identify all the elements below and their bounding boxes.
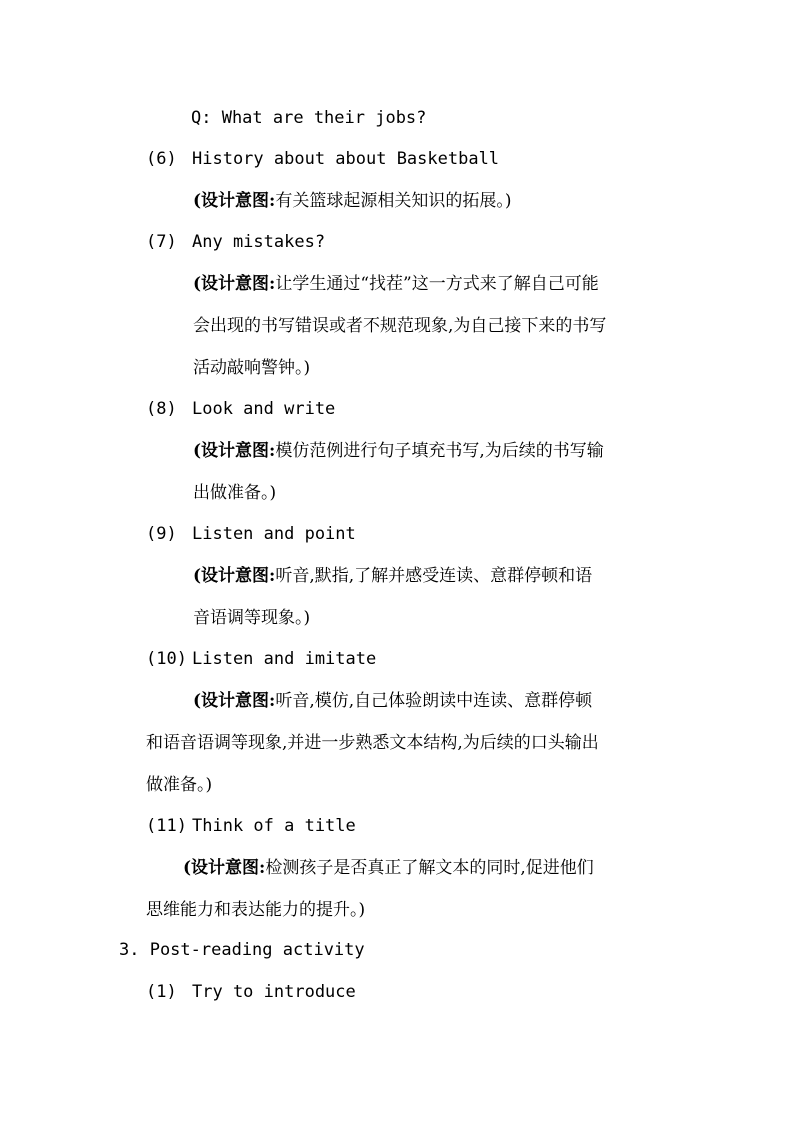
- list-item-text: Look and write: [192, 399, 336, 419]
- list-item-number: (1): [146, 982, 177, 1002]
- design-note-text: 音语调等现象。): [193, 608, 311, 628]
- list-item-9: [146, 522, 356, 546]
- list-item-text: Try to introduce: [192, 982, 356, 1002]
- design-note-label: (设计意图:: [193, 441, 276, 461]
- design-note-8-line-1: [193, 439, 604, 463]
- list-item-7: [146, 230, 325, 254]
- list-item-number: (6): [146, 149, 177, 169]
- design-note-8-line-2: [193, 481, 276, 505]
- design-note-9-line-2: [193, 606, 310, 630]
- list-item-text: History about about Basketball: [192, 149, 500, 169]
- list-item-8: [146, 397, 335, 421]
- list-item-text: Think of a title: [192, 816, 356, 836]
- design-note-11-line-1: [183, 856, 594, 880]
- design-note-9-line-1: [193, 564, 592, 588]
- design-note-text: 有关篮球起源相关知识的拓展。): [275, 191, 512, 211]
- list-item-text: Any mistakes?: [192, 232, 326, 252]
- post-reading-item-1: [146, 980, 356, 1004]
- design-note-label: (设计意图:: [183, 858, 266, 878]
- design-note-10-line-2: [146, 731, 599, 755]
- list-item-number: (7): [146, 232, 177, 252]
- list-item-10: [146, 647, 376, 671]
- design-note-text: 听音,默指,了解并感受连读、意群停顿和语: [275, 566, 593, 586]
- design-note-text: 会出现的书写错误或者不规范现象,为自己接下来的书写: [193, 316, 607, 336]
- list-item-text: Listen and point: [192, 524, 356, 544]
- design-note-text: 听音,模仿,自己体验朗读中连读、意群停顿: [275, 691, 593, 711]
- design-note-text: 思维能力和表达能力的提升。): [146, 900, 366, 920]
- design-note-text: 活动敲响警钟。): [193, 358, 311, 378]
- design-note-label: (设计意图:: [193, 274, 276, 294]
- design-note-text: 出做准备。): [193, 483, 277, 503]
- list-item-number: (9): [146, 524, 177, 544]
- design-note-label: (设计意图:: [193, 691, 276, 711]
- design-note-text: 做准备。): [146, 775, 213, 795]
- design-note-7-line-1: [193, 272, 599, 296]
- list-item-11: [146, 814, 356, 838]
- design-note-7-line-3: [193, 356, 310, 380]
- design-note-7-line-2: [193, 314, 606, 338]
- list-item-number: (8): [146, 399, 177, 419]
- section-heading-text: 3. Post-reading activity: [119, 940, 365, 960]
- design-note-11-line-2: [146, 898, 365, 922]
- list-item-number: (10): [146, 649, 187, 669]
- design-note-text: 和语音语调等现象,并进一步熟悉文本结构,为后续的口头输出: [146, 733, 599, 753]
- design-note-6: [193, 189, 511, 213]
- design-note-label: (设计意图:: [193, 566, 276, 586]
- design-note-text: 让学生通过“找茬”这一方式来了解自己可能: [275, 274, 599, 294]
- question-text: Q: What are their jobs?: [191, 108, 427, 128]
- list-item-text: Listen and imitate: [192, 649, 377, 669]
- design-note-label: (设计意图:: [193, 191, 276, 211]
- section-heading: [119, 938, 365, 962]
- design-note-10-line-3: [146, 773, 212, 797]
- design-note-text: 模仿范例进行句子填充书写,为后续的书写输: [275, 441, 604, 461]
- design-note-text: 检测孩子是否真正了解文本的同时,促进他们: [265, 858, 594, 878]
- list-item-number: (11): [146, 816, 187, 836]
- question-line: [191, 106, 426, 130]
- list-item-6: [146, 147, 499, 171]
- design-note-10-line-1: [193, 689, 592, 713]
